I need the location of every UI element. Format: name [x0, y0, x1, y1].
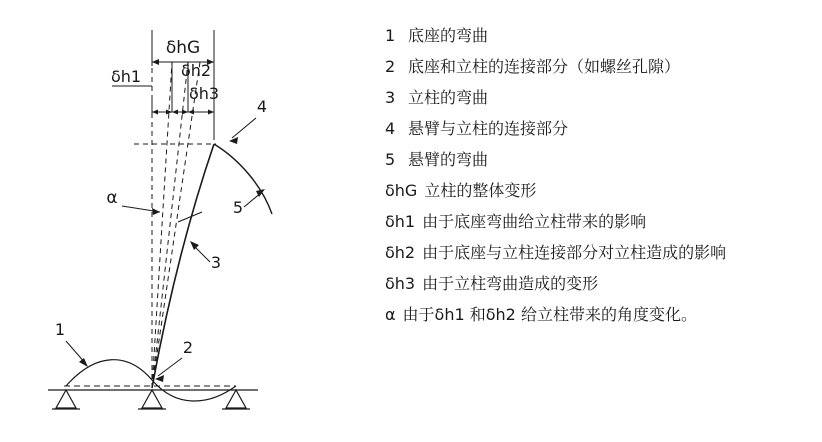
legend-item — [385, 305, 822, 325]
deformation-diagram — [0, 0, 380, 438]
legend-item — [385, 181, 822, 201]
legend-item-key: 3 — [385, 88, 396, 107]
legend-item-key: 1 — [385, 26, 396, 45]
callout-5-label: 5 — [232, 198, 244, 217]
dhG-arrow-left — [152, 59, 159, 65]
support-middle — [142, 390, 162, 408]
callout-1-arrow — [79, 358, 88, 367]
base-deflection-curve — [66, 360, 236, 401]
diagram-svg — [0, 0, 380, 438]
legend-list — [385, 26, 822, 426]
legend-item-text: 由于底座弯曲给立柱带来的影响 — [422, 212, 647, 231]
legend-item-key: δhG — [385, 181, 418, 200]
legend-item-text: 立柱的整体变形 — [424, 181, 537, 200]
dimension-group — [111, 30, 219, 140]
legend-item-text: 立柱的弯曲 — [408, 88, 489, 107]
legend-item-text: 悬臂与立柱的连接部分 — [408, 119, 569, 138]
dh3-label: δh3 — [188, 84, 220, 103]
dim-arrow-a — [152, 110, 158, 115]
callout-3-label: 3 — [210, 253, 222, 272]
support-left — [56, 390, 76, 408]
legend-item-key: δh1 — [385, 212, 416, 231]
legend-item-key: 2 — [385, 57, 396, 76]
legend-item-key: 4 — [385, 119, 396, 138]
dim-arrow-d — [182, 110, 188, 115]
callout-3-arrow — [190, 241, 199, 250]
legend-item-text: 由于底座与立柱连接部分对立柱造成的影响 — [422, 243, 727, 262]
legend-item — [385, 243, 822, 263]
dh2-label: δh2 — [180, 61, 212, 80]
alpha-arrow — [152, 208, 160, 215]
legend-item — [385, 274, 822, 294]
support-right — [226, 390, 246, 408]
dhG-label: δhG — [165, 38, 201, 58]
callout-2-label: 2 — [182, 338, 194, 357]
legend-item-text: 悬臂的弯曲 — [408, 150, 489, 169]
legend-item-text: 底座的弯曲 — [408, 26, 489, 45]
legend-item-text: 底座和立柱的连接部分（如螺丝孔隙） — [408, 57, 681, 76]
legend-item — [385, 212, 822, 232]
callout-4-arrow — [229, 137, 238, 144]
alpha-angle — [106, 188, 160, 215]
legend-item — [385, 57, 822, 77]
legend-item-key: α — [385, 305, 396, 324]
callout-2-arrow — [155, 375, 164, 382]
legend-item-key: δh3 — [385, 274, 416, 293]
dim-arrow-c — [172, 110, 178, 115]
legend-item-text: 由于立柱弯曲造成的变形 — [422, 274, 599, 293]
legend-item — [385, 119, 822, 139]
callout-1-label: 1 — [54, 320, 66, 339]
legend-item — [385, 88, 822, 108]
alpha-label: α — [106, 188, 118, 208]
callout-4-leader — [232, 118, 256, 138]
callout-2-leader — [158, 358, 182, 376]
callout-4-label: 4 — [256, 97, 268, 116]
dh1-label: δh1 — [110, 67, 142, 86]
legend-item-key: δh2 — [385, 243, 416, 262]
legend-item — [385, 150, 822, 170]
legend-item-key: 5 — [385, 150, 396, 169]
dim-arrow-e — [188, 110, 194, 115]
legend-item-text: 由于δh1 和δh2 给立柱带来的角度变化。 — [402, 305, 697, 324]
legend-item — [385, 26, 822, 46]
dim-arrow-f — [208, 110, 214, 115]
